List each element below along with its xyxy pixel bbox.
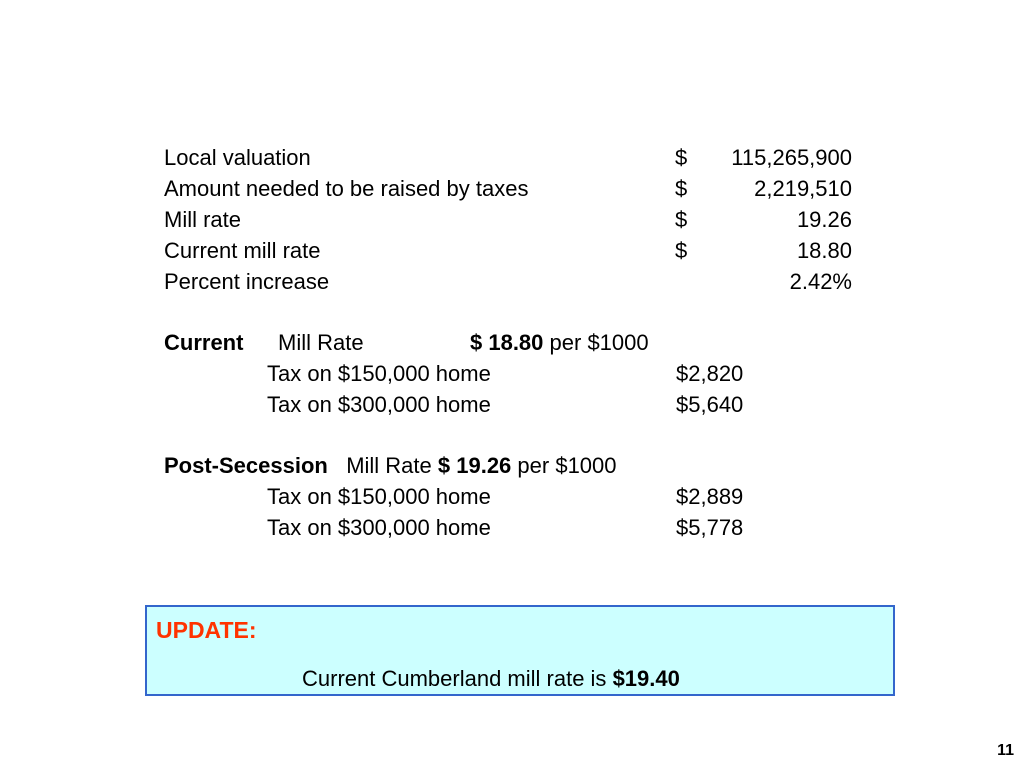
row-currency: $	[675, 145, 688, 170]
page-number: 11	[997, 742, 1014, 759]
current-heading: Current	[164, 330, 244, 355]
current-rate-line	[470, 330, 649, 356]
update-rate: $19.40	[612, 666, 680, 691]
update-title: UPDATE:	[156, 617, 257, 643]
row-value: 115,265,900	[731, 145, 852, 170]
row-value: 19.26	[796, 207, 852, 232]
row-currency: $	[675, 176, 688, 201]
update-text: Current Cumberland mill rate is	[302, 666, 607, 691]
row-currency: $	[675, 238, 688, 263]
current-mill-rate-label: Mill Rate	[278, 330, 364, 355]
tax-line-value: $2,820	[676, 361, 744, 386]
tax-line-value: $5,778	[676, 515, 744, 540]
tax-line-label: Tax on $150,000 home	[267, 484, 491, 509]
post-secession-rate-line	[164, 453, 617, 479]
row-value: 2.42%	[789, 269, 852, 294]
row-value: 2,219,510	[754, 176, 852, 201]
tax-line-label: Tax on $300,000 home	[267, 392, 491, 417]
post-secession-mill-rate-label: Mill Rate	[346, 453, 432, 478]
update-text-line	[302, 666, 680, 692]
tax-line-value: $5,640	[676, 392, 744, 417]
tax-line-label: Tax on $300,000 home	[267, 515, 491, 540]
row-label: Mill rate	[164, 207, 242, 232]
row-currency: $	[675, 207, 688, 232]
current-rate: $ 18.80	[470, 330, 544, 355]
post-secession-per: per $1000	[517, 453, 617, 478]
row-label: Percent increase	[164, 269, 330, 294]
tax-line-value: $2,889	[676, 484, 744, 509]
post-secession-heading: Post-Secession	[164, 453, 328, 478]
row-label: Local valuation	[164, 145, 311, 170]
update-box	[145, 605, 895, 696]
row-label: Current mill rate	[164, 238, 321, 263]
current-per: per $1000	[549, 330, 649, 355]
post-secession-rate: $ 19.26	[437, 453, 512, 478]
row-value: 18.80	[796, 238, 852, 263]
row-label: Amount needed to be raised by taxes	[164, 176, 529, 201]
tax-line-label: Tax on $150,000 home	[267, 361, 491, 386]
